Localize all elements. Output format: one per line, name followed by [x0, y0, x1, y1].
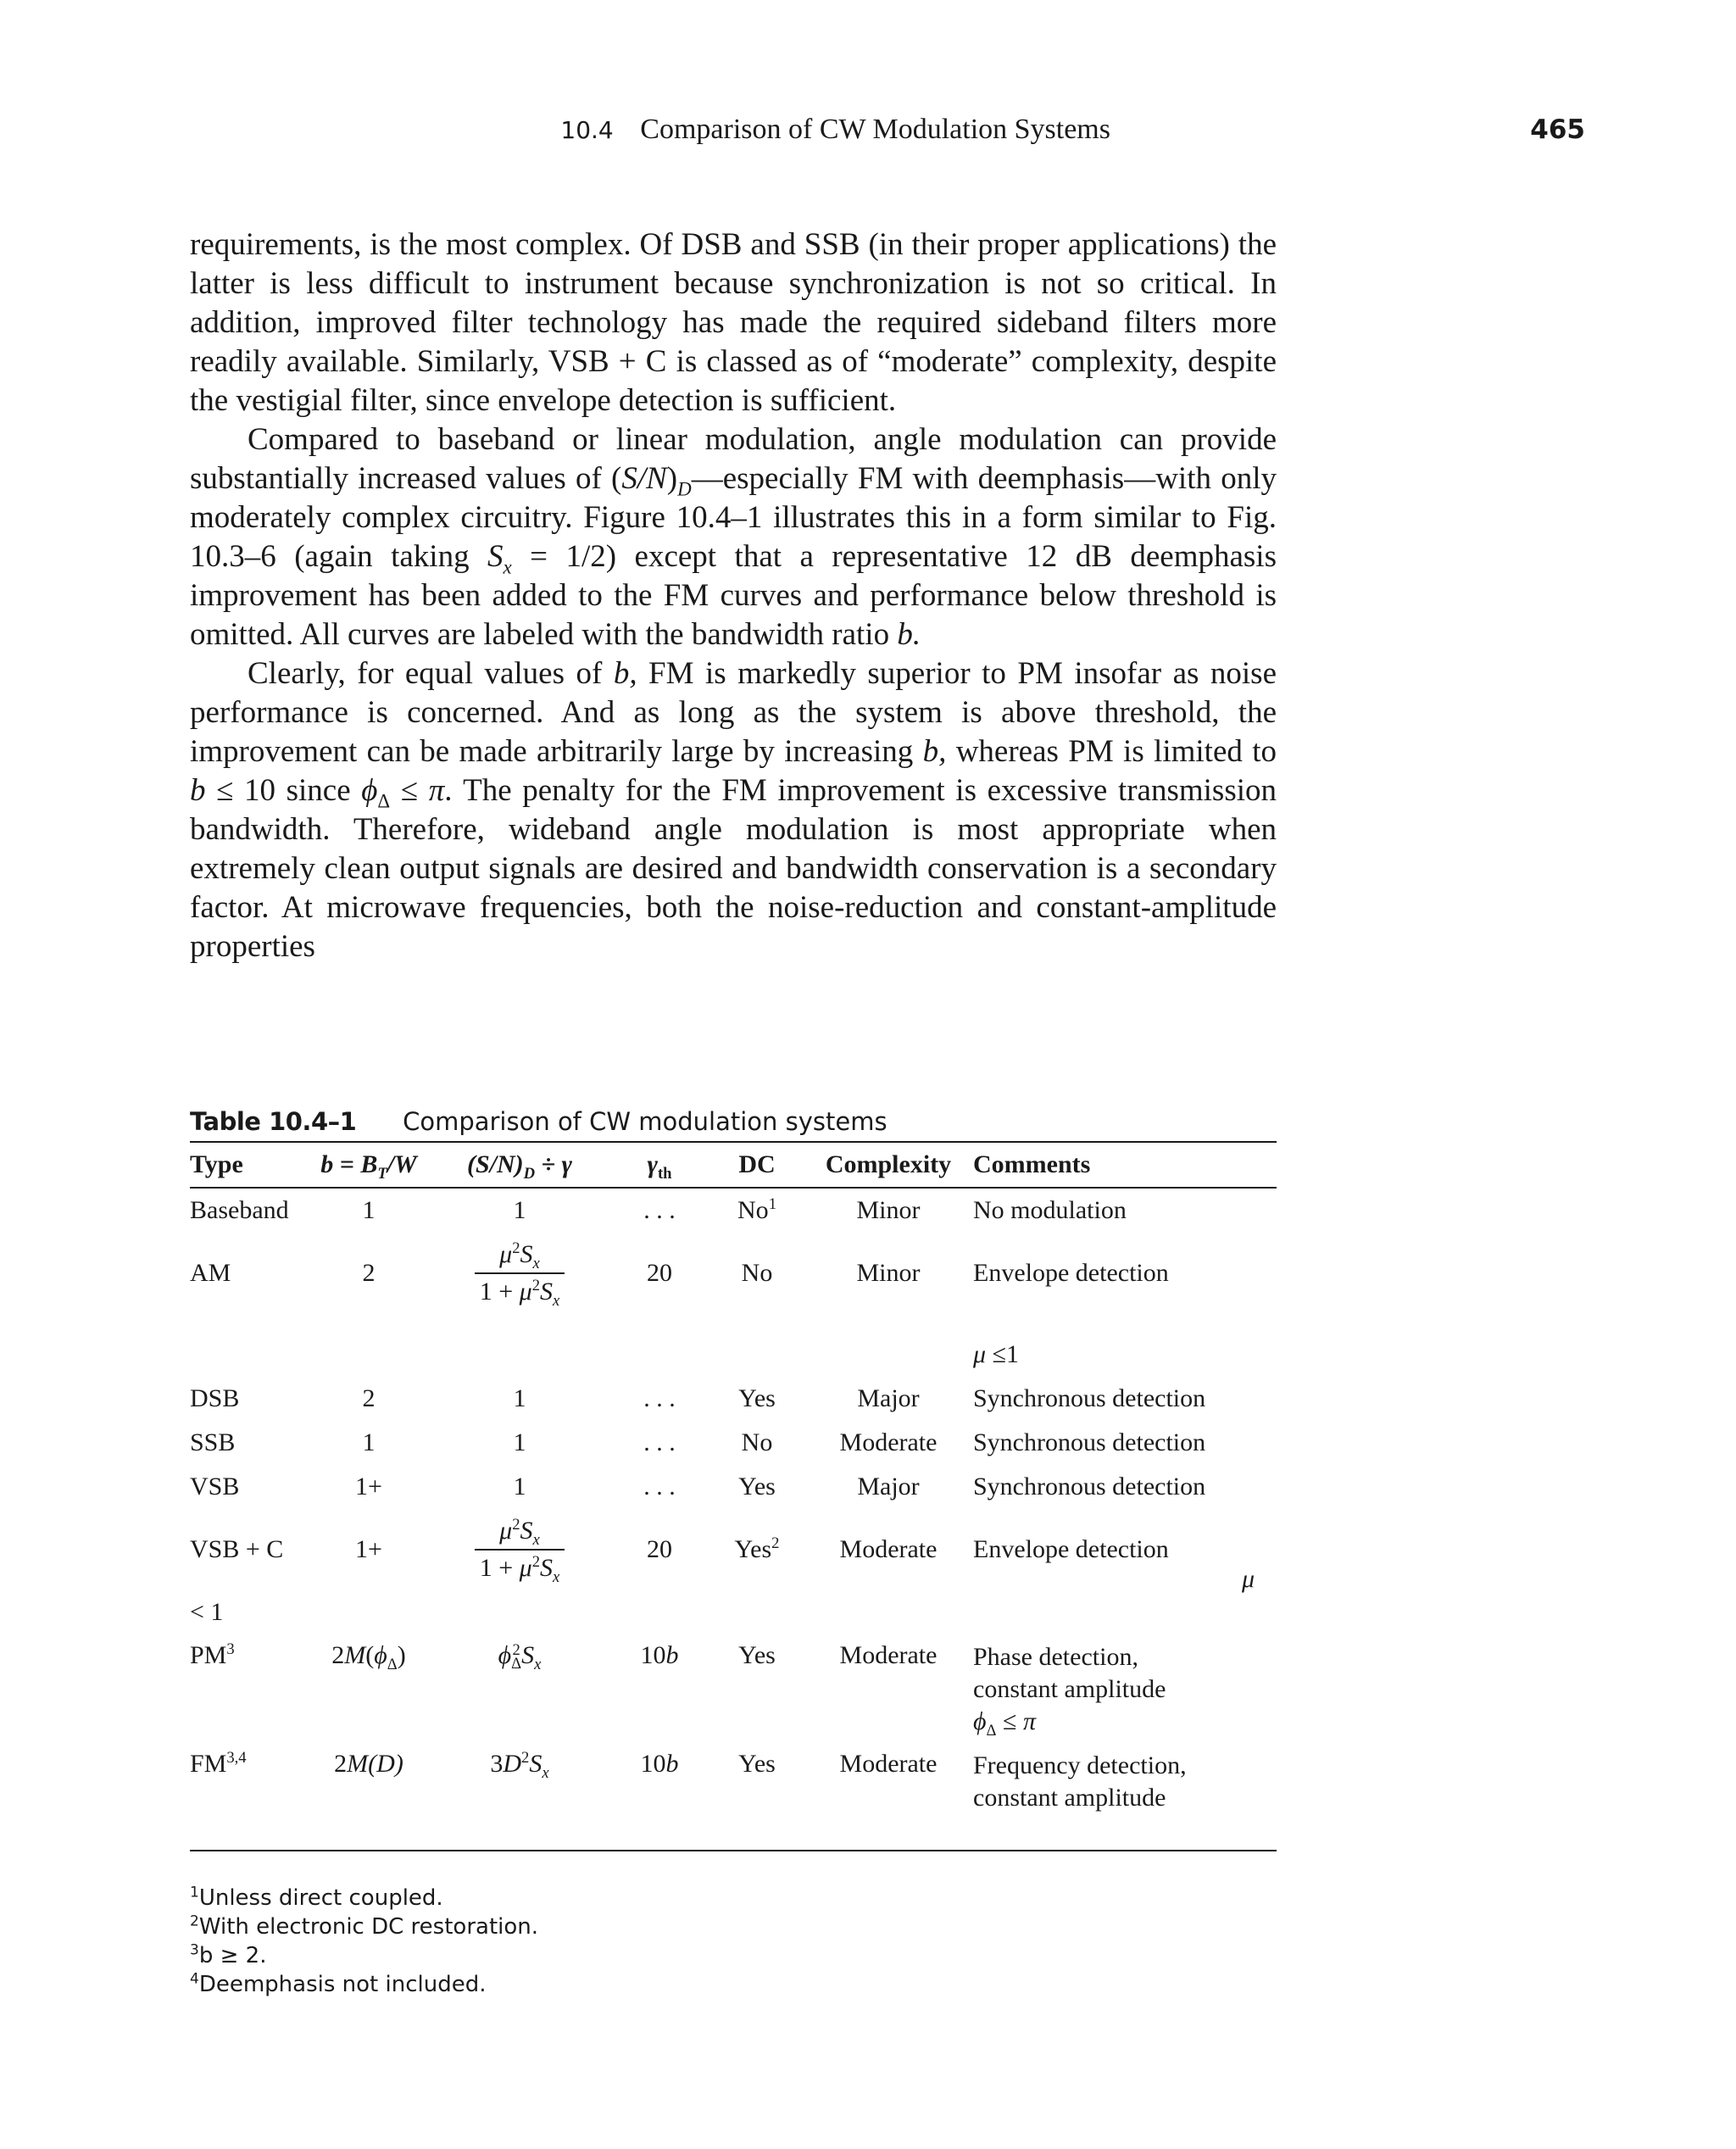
footnote-mark: 3,4	[226, 1749, 247, 1767]
math-symbol: (	[365, 1641, 375, 1669]
math-symbol: 2	[521, 1749, 530, 1767]
math-symbol: b	[665, 1750, 679, 1778]
cell-comments: Envelope detection	[973, 1259, 1169, 1287]
cell-gamma-th	[609, 1743, 710, 1851]
math-symbol: M	[347, 1750, 369, 1778]
col-header-gamma-th	[609, 1142, 710, 1188]
cell-comments	[973, 1509, 1277, 1593]
cell-complexity: Moderate	[839, 1641, 938, 1669]
table-footnotes	[190, 1884, 538, 1999]
header-text: T	[377, 1165, 387, 1183]
math-symbol: S	[540, 1278, 553, 1306]
table-row-vsb-c	[190, 1509, 1277, 1590]
cell-gamma-th: . . .	[643, 1428, 676, 1456]
cell-type	[190, 1634, 307, 1743]
header-text: D	[523, 1165, 536, 1183]
cell-text: PM	[190, 1641, 227, 1669]
text-run: D	[677, 478, 692, 500]
cell-type: SSB	[190, 1428, 236, 1456]
text-run: ϕ	[361, 773, 378, 808]
col-header-bandwidth	[307, 1142, 431, 1188]
cell-complexity: Minor	[856, 1259, 921, 1287]
math-symbol: 2	[531, 1277, 540, 1294]
cell-type: VSB + C	[190, 1535, 284, 1563]
cell-sn: 1	[513, 1384, 526, 1412]
math-symbol: μ	[519, 1554, 532, 1582]
cell-type: Baseband	[190, 1196, 289, 1224]
paragraph-3	[190, 654, 1277, 966]
fraction-numerator	[475, 1239, 565, 1274]
cell-dc	[710, 1188, 804, 1233]
cell-comments-note	[973, 1706, 1277, 1738]
header-text: b = B	[320, 1150, 378, 1178]
cell-type: VSB	[190, 1473, 240, 1500]
col-header-complexity: Complexity	[804, 1142, 973, 1188]
math-symbol: 2	[334, 1750, 348, 1778]
footnote-mark: 4	[190, 1970, 199, 1988]
table-row-ssb	[190, 1421, 1277, 1465]
cell-bandwidth: 1+	[355, 1473, 382, 1500]
cell-comments: No modulation	[973, 1196, 1127, 1224]
math-symbol: S	[520, 1240, 533, 1268]
table-row-am-note	[190, 1314, 1277, 1377]
cell-bandwidth: 1+	[355, 1535, 382, 1563]
cell-text: FM	[190, 1750, 227, 1778]
footnote-mark: 3	[226, 1640, 235, 1658]
text-run: b,	[613, 656, 637, 691]
cell-sn: 1	[513, 1473, 526, 1500]
section-number: 10.4	[560, 116, 614, 144]
text-run: π	[428, 773, 445, 808]
cell-text: Envelope detection	[973, 1535, 1169, 1563]
fraction-denominator	[475, 1274, 565, 1308]
cell-dc: Yes	[738, 1473, 776, 1500]
col-header-sn-ratio	[431, 1142, 609, 1188]
header-text: /W	[387, 1150, 417, 1178]
cell-sn	[431, 1509, 609, 1590]
math-symbol: Δ	[511, 1655, 522, 1673]
cell-complexity: Moderate	[839, 1535, 938, 1563]
math-symbol: b	[665, 1641, 679, 1669]
math-symbol: D	[503, 1750, 522, 1778]
footnote	[190, 1912, 538, 1941]
section-heading	[560, 109, 1110, 152]
table-header-row	[190, 1142, 1277, 1188]
table-row-vsb	[190, 1465, 1277, 1509]
math-symbol: μ	[519, 1278, 532, 1306]
math-symbol: x	[532, 1255, 540, 1272]
fraction-denominator	[475, 1551, 565, 1584]
col-header-type: Type	[190, 1142, 307, 1188]
cell-bandwidth: 1	[362, 1428, 376, 1456]
paragraph-1: requirements, is the most complex. Of DSB and SSB (in their proper applications) the latter is less difficult to instrument because synchronization is not so critical. In addition, improved filter technology has made the required sideband filters more readily available. Similarly, VSB + C is classed as of “moderate” complexity, despite the vestigial filter, since envelope detection is sufficient.	[190, 227, 1277, 418]
fraction	[475, 1515, 565, 1584]
cell-sn: 1	[513, 1428, 526, 1456]
footnote-mark: 2	[190, 1912, 199, 1930]
math-supsub	[511, 1641, 522, 1673]
footnote	[190, 1970, 538, 1999]
math-symbol: x	[553, 1568, 560, 1586]
footnote-text: Unless direct coupled.	[198, 1885, 443, 1911]
col-header-dc: DC	[710, 1142, 804, 1188]
cell-gamma-th: 20	[647, 1259, 672, 1287]
table-caption	[190, 1102, 1277, 1141]
math-symbol: ϕ	[498, 1641, 512, 1669]
cell-empty	[307, 1590, 1277, 1634]
text-run: FM is markedly superior to PM insofar as noise performance is concerned. And as long as the system is above threshold, the improvement can be made arbitrarily large by increasing	[190, 656, 1277, 769]
math-symbol: ϕ	[374, 1641, 387, 1669]
cell-bandwidth: 2	[362, 1384, 376, 1412]
text-run: )	[666, 461, 678, 496]
cell-gamma-th: . . .	[643, 1196, 676, 1224]
math-symbol: x	[553, 1292, 560, 1310]
table-row-fm	[190, 1743, 1277, 1851]
body-text	[190, 225, 1277, 966]
cell-type	[190, 1743, 307, 1851]
text-run: Δ	[377, 790, 391, 812]
text-run: Compared to baseband or linear modulation, angle modulation can provide substantially increased values of (	[190, 422, 1277, 496]
header-text: th	[657, 1165, 672, 1183]
cell-gamma-th: . . .	[643, 1473, 676, 1500]
math-symbol: ϕ	[973, 1707, 987, 1735]
math-symbol: μ	[973, 1340, 987, 1368]
cell-bandwidth	[307, 1743, 431, 1851]
cell-comments-note	[973, 1314, 1277, 1377]
footnote	[190, 1884, 538, 1912]
footnote-mark: 3	[190, 1941, 199, 1959]
cell-text: No	[737, 1196, 769, 1224]
cell-comments: Synchronous detection	[973, 1473, 1206, 1500]
math-symbol: S	[529, 1750, 542, 1778]
page-number: 465	[1530, 114, 1585, 145]
math-symbol: 2	[512, 1641, 520, 1660]
cell-dc: Yes	[710, 1743, 804, 1851]
text-run: b,	[922, 734, 947, 769]
cell-complexity: Moderate	[839, 1428, 938, 1456]
cell-bandwidth	[307, 1634, 431, 1743]
math-symbol: 2	[331, 1641, 345, 1669]
cell-text: Phase detection,	[973, 1643, 1138, 1671]
math-symbol: 3	[490, 1750, 504, 1778]
fraction	[475, 1239, 565, 1308]
fraction-numerator	[475, 1515, 565, 1551]
cell-sn	[431, 1743, 609, 1851]
cell-text: 10	[640, 1641, 666, 1669]
math-symbol: ≤1	[986, 1340, 1020, 1368]
footnote-text: Deemphasis not included.	[198, 1972, 487, 1997]
cell-text: 10	[640, 1750, 666, 1778]
header-text: (S/N)	[466, 1150, 524, 1178]
math-symbol: μ	[1241, 1565, 1255, 1593]
text-run: —especially FM with deemphasis—with only moderately complex circuitry. Figure 10.4–1 illustrates this in a form similar to Fig. 10.3–6 (again taking	[190, 461, 1277, 574]
math-symbol: 1 +	[479, 1278, 520, 1306]
cell-complexity: Major	[857, 1473, 920, 1500]
section-title: Comparison of CW Modulation Systems	[640, 114, 1110, 145]
math-symbol: x	[542, 1764, 549, 1782]
col-header-comments: Comments	[973, 1142, 1277, 1188]
math-symbol: ≤	[996, 1707, 1023, 1735]
text-run: . The penalty for the FM improvement is excessive transmission bandwidth. Therefore, wideband angle modulation is most appropriate when extremely clean output signals are desired and bandwidth conservation is a secondary factor. At microwave frequencies, both the noise-reduction and constant-amplitude properties	[190, 773, 1277, 964]
header-text: γ	[647, 1150, 658, 1178]
cell-gamma-th: . . .	[643, 1384, 676, 1412]
math-symbol: S	[520, 1517, 533, 1545]
table-caption-text: Comparison of CW modulation systems	[403, 1107, 887, 1136]
text-run: x	[503, 556, 512, 578]
text-run: whereas PM is limited to	[946, 734, 1277, 769]
cell-text: Yes	[734, 1535, 772, 1563]
cell-sn	[431, 1634, 609, 1743]
text-run: = 1/2) except that a representative 12 dB deemphasis improvement has been added to the FM curves and performance below threshold is omitted. All curves are labeled with the bandwidth ratio	[190, 539, 1277, 652]
cell-type: AM	[190, 1259, 231, 1287]
running-header	[190, 109, 1585, 151]
cell-type-note: < 1	[190, 1598, 224, 1626]
table-row-vsb-c-note	[190, 1590, 1277, 1634]
math-symbol: μ	[499, 1517, 513, 1545]
cell-gamma-th	[609, 1634, 710, 1743]
cell-type: DSB	[190, 1384, 240, 1412]
math-symbol: μ	[499, 1240, 513, 1268]
cell-bandwidth: 1	[362, 1196, 376, 1224]
text-run: ≤	[390, 773, 429, 808]
footnote-mark: 2	[771, 1534, 780, 1552]
footnote-text: b ≥ 2.	[198, 1943, 267, 1968]
footnote-mark: 1	[768, 1195, 776, 1213]
math-symbol: Δ	[986, 1722, 997, 1740]
math-symbol: 2	[512, 1239, 520, 1257]
math-symbol: S	[521, 1641, 535, 1669]
table-row-dsb	[190, 1377, 1277, 1421]
footnote-mark: 1	[190, 1884, 199, 1901]
math-symbol: 2	[531, 1553, 540, 1571]
text-run: b	[190, 773, 206, 808]
math-symbol: π	[1022, 1707, 1036, 1735]
cell-text: constant amplitude	[973, 1784, 1166, 1812]
cell-complexity: Moderate	[804, 1743, 973, 1851]
math-symbol: S	[540, 1554, 553, 1582]
cell-text: Frequency detection,	[973, 1751, 1187, 1779]
cell-complexity: Minor	[856, 1196, 921, 1224]
cell-comments: Synchronous detection	[973, 1384, 1206, 1412]
cell-dc: Yes	[738, 1384, 776, 1412]
cell-sn: 1	[513, 1196, 526, 1224]
text-run: b.	[897, 617, 921, 652]
table-row-am	[190, 1233, 1277, 1314]
math-symbol: M	[344, 1641, 366, 1669]
math-symbol: )	[397, 1641, 406, 1669]
table-row-baseband	[190, 1188, 1277, 1233]
cell-sn	[431, 1233, 609, 1314]
paragraph-2	[190, 420, 1277, 654]
cell-comments	[973, 1743, 1277, 1851]
cell-text: constant amplitude	[973, 1675, 1166, 1703]
text-run: S/N	[621, 461, 667, 496]
table-row-pm	[190, 1634, 1277, 1743]
math-symbol: Δ	[387, 1656, 398, 1673]
text-run: S	[487, 539, 504, 574]
footnote-text: With electronic DC restoration.	[198, 1914, 539, 1940]
cell-complexity: Major	[857, 1384, 920, 1412]
cell-comments: Synchronous detection	[973, 1428, 1206, 1456]
header-text: ÷ γ	[535, 1150, 573, 1178]
cell-empty	[190, 1314, 973, 1377]
text-run: Clearly, for equal values of	[248, 656, 614, 691]
text-run: ≤ 10 since	[205, 773, 362, 808]
math-symbol: x	[534, 1656, 542, 1673]
cell-comments	[973, 1634, 1277, 1743]
math-symbol: x	[532, 1531, 540, 1549]
cell-gamma-th: 20	[647, 1535, 672, 1563]
cell-dc: No	[741, 1259, 773, 1287]
math-symbol: 1 +	[479, 1554, 520, 1582]
footnote	[190, 1941, 538, 1970]
cell-bandwidth: 2	[362, 1259, 376, 1287]
table-block	[190, 1102, 1277, 1851]
cell-dc: Yes	[738, 1641, 776, 1669]
cell-dc	[710, 1509, 804, 1590]
math-symbol: 2	[512, 1516, 520, 1534]
comparison-table	[190, 1141, 1277, 1851]
table-label: Table 10.4–1	[190, 1107, 357, 1136]
math-symbol: (D)	[368, 1750, 403, 1778]
cell-dc: No	[741, 1428, 773, 1456]
